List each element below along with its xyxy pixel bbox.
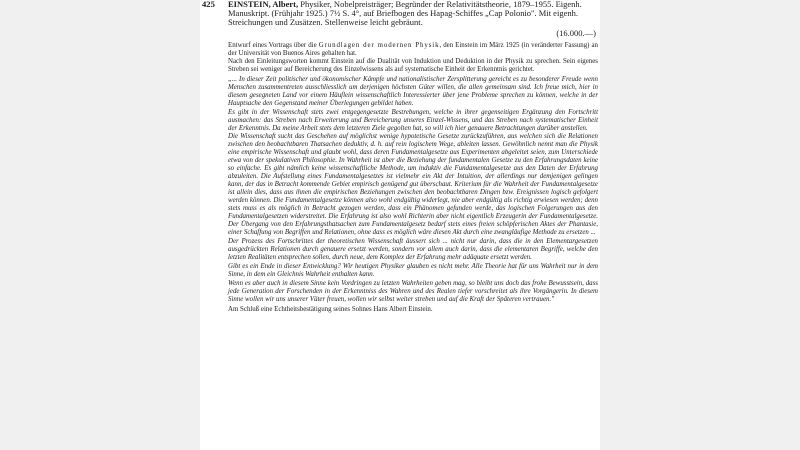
intro-prefix: Entwurf eines Vortrags über die [228, 42, 317, 49]
quote-paragraph: „... In dieser Zeit politischer und ökonomischer Kämpfe und nationalistischer Zersplitterung gereicht es zu besonderer Freude wenn Menschen zusammentreten ausschliesslich um derjenigen höchsten Güter willen, die allen gemeinsam sind. Ich freue mich, hier in diesem gesegneten Land vor einem Häuflein wissenschaftlich Interessierter über jene Probleme sprechen zu können, welche in der Hauptsache den Gegenstand meiner Überlegungen gebildet haben. [228, 75, 598, 107]
quote-paragraph: Die Wissenschaft sucht das Geschehen auf möglichst wenige hypotetische Gesetze zurückzuführen, aus welchen sich die Relationen zwischen den beobachtbaren Thatsachen deduktiv, d. h. auf rein logischem Wege, ableiten lassen. Gewöhnlich nennt man die Physik eine empirische Wissenschaft und glaubt wohl, dass deren Fundamentalgesetze aus Experimenten abgeleitet seien, zum Unterschiede etwa von der spekulativen Philosophie. In Wahrheit ist aber die Beziehung der fundamentalen Gesetze zu den Erfahrungsdaten keine so einfache. Es gibt nämlich keine wissenschaftliche Methode, um induktiv die Fundamentalgesetze aus den Daten der Erfahrung abzuleiten. Die Aufstellung eines Fundamentalgesetzes ist vielmehr ein Akt der Intuition, der allerdings nur demjenigen gelingen kann, der das in Betracht kommende Gebiet empirisch genügend gut überschaut. Kriterium für die Wahrheit der Fundamentalgesetze ist allein dies, dass aus ihnen die empirischen Beziehungen zwischen den beobachtbaren Dingen bzw. Ereignissen logisch gefolgert werden können. Die Fundamentalgesetze können also wohl endgültig widerlegt, nie aber endgültig als richtig erwiesen werden; denn stets muss es als möglich in Betracht gezogen werden, dass ein Phänomen gefunden werde, das logischen Folgerungen aus den Fundamentalgesetzen widerstreitet. Die Erfahrung ist also wohl Richterin aber nicht eigentlich Erzeugerin der Fundamentalgesetze. Der Übergang von den Erfahrungsthatsachen zum Fundamentalgesetz bedarf stets eines freien schöpferischen Aktes der Phantasie, einer Schaffung von Begriffen und Relationen, ohne dass es möglich wäre diesen Akt durch eine zwangläufige Methode zu ersetzen ... [228, 133, 598, 236]
lecture-title: Grundlagen der modernen Physik [318, 42, 440, 49]
intro-paragraph [228, 42, 598, 58]
quote-paragraph: Gibt es ein Ende in dieser Entwicklung? Wir heutigen Physiker glauben es nicht mehr. Alle Theorie hat für uns Wahrheit nur in dem Sinne, in dem ein Gleichnis Wahrheit enthalten kann. [228, 262, 598, 278]
quote-paragraph: Wenn es aber auch in diesem Sinne kein Vordringen zu letzten Wahrheiten geben mag, so bleibt uns doch das frohe Bewusstsein, dass jede Generation der Forschenden in der Erkenntniss des Wahren und des Realen tiefer vorschreitet als ihre Vorgängerin. In diesem Sinne wollen wir uns unserer Väter freuen, wollen wir selbst weiter streben und auf die Kraft der Späteren vertrauen." [228, 279, 598, 303]
catalog-text [228, 42, 598, 313]
lot-heading [228, 0, 598, 27]
summary-paragraph: Nach den Einleitungsworten kommt Einstein auf die Dualität von Induktion und Deduktion in der Physik zu sprechen. Sein eigenes Streben sei weniger auf Bereicherung des Einzelwissens als auf systematische Einheit der Erkenntnis gerichtet. [228, 57, 598, 73]
lot-number: 425 [202, 0, 215, 9]
quote-paragraph: Es gibt in der Wissenschaft stets zwei entgegengesetzte Bestrebungen, welche in ihrer gegenseitigen Ergänzung den Fortschritt ausmachen: das Streben nach Erweiterung und Bereicherung unseres Einzel-Wissens, und das Streben nach systematischer Einheit der Erkenntnis. Da meine Arbeit stets dem letzteren Ziele gegolten hat, so will ich hier genauere Betrachtungen darüber anstellen. [228, 108, 598, 132]
price-estimate: (16.000.—) [556, 28, 596, 38]
quote-paragraph: Der Prozess des Fortschrittes der theoretischen Wissenschaft äussert sich ... nicht nur darin, dass die in den Elementargesetzen ausgedrückten Relationen durch genauere ersetzt werden, sondern vor allem auch darin, dass die elementaren Begriffe, welche den letzten Realitäten entsprechen sollen, durch neue, dem Komplex der Erfahrung mehr adäquate ersetzt werden. [228, 237, 598, 261]
footer-note: Am Schluß eine Echtheitsbestätigung seines Sohnes Hans Albert Einstein. [228, 305, 433, 313]
author-name: EINSTEIN, Albert, [228, 0, 299, 9]
intro-suffix: , den Einstein im März 1925 (in veränderter Fassung) an der Universität von Buenos Aires gehalten hat. [228, 42, 599, 57]
lot-description: Physiker, Nobelpreisträger; Begründer der Relativitätstheorie, 1879–1955. Eigenh. Manuskript. (Frühjahr 1925.) 7½ S. 4°, auf Briefbogen des Hapag-Schiffes „Cap Polonio". Mit eigenh. Streichungen und Zusätzen. Stellenweise leicht gebräunt. [228, 0, 582, 27]
catalog-page [200, 0, 600, 450]
